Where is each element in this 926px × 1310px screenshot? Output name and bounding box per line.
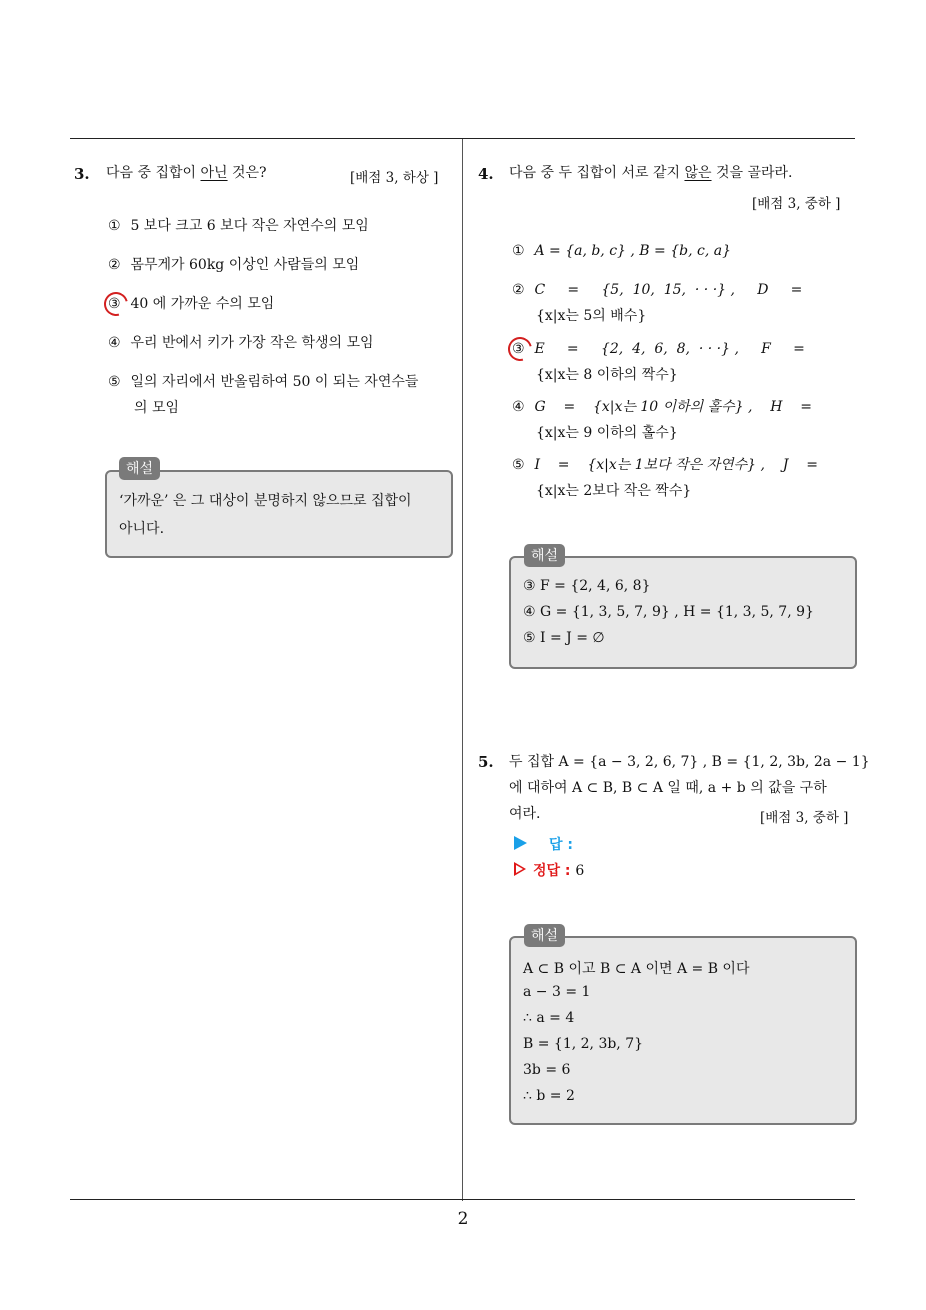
option-4-continued: {x|x는 9 이하의 홀수} <box>536 425 678 441</box>
explanation-line: B = {1, 2, 3b, 7} <box>523 1036 644 1052</box>
explanation-line: ③ F = {2, 4, 6, 8} <box>523 578 651 594</box>
option-4[interactable]: ④ 우리 반에서 키가 가장 작은 학생의 모임 <box>108 335 374 351</box>
explanation-line: a − 3 = 1 <box>523 984 591 1000</box>
score-meta: [배점 3, 중하 ] <box>752 196 841 212</box>
page-number: 2 <box>457 1209 469 1229</box>
option-1[interactable]: ① 5 보다 크고 6 보다 작은 자연수의 모임 <box>108 218 369 234</box>
option-2[interactable]: ② 몸무게가 60kg 이상인 사람들의 모임 <box>108 257 360 273</box>
explanation-box <box>509 556 857 669</box>
explanation-line: ∴ a = 4 <box>523 1010 575 1026</box>
option-2-continued: {x|x는 5의 배수} <box>536 308 647 324</box>
option-1[interactable]: ① A = {a, b, c} , B = {b, c, a} <box>512 243 731 259</box>
option-3-continued: {x|x는 8 이하의 짝수} <box>536 367 678 383</box>
explanation-line: 아니다. <box>119 521 165 537</box>
column-separator <box>462 139 463 1201</box>
question-text: 다음 중 집합이 아닌 것은? <box>106 165 267 181</box>
answer-label[interactable]: 답 : <box>549 837 573 853</box>
option-5[interactable]: ⑤ 일의 자리에서 반올림하여 50 이 되는 자연수들 <box>108 374 419 390</box>
question-text-line: 에 대하여 A ⊂ B, B ⊂ A 일 때, a + b 의 값을 구하 <box>509 780 827 796</box>
explanation-box <box>509 936 857 1125</box>
explanation-tag: 해설 <box>524 924 565 947</box>
solution-value: 6 <box>575 863 585 879</box>
score-meta: [배점 3, 하상 ] <box>350 170 439 186</box>
option-3[interactable]: ③ E = {2, 4, 6, 8, · · ·} , F = <box>512 341 805 357</box>
explanation-line: ‘가까운’ 은 그 대상이 분명하지 않으므로 집합이 <box>119 493 412 509</box>
explanation-box <box>105 470 453 558</box>
question-number: 5. <box>478 753 494 771</box>
solution-label: 정답 : 6 <box>533 863 585 879</box>
solution-arrow-icon <box>514 862 526 876</box>
question-number: 4. <box>478 165 494 183</box>
question-text-line: 여라. <box>509 806 541 822</box>
option-5-continued: 의 모임 <box>134 400 180 416</box>
score-meta: [배점 3, 중하 ] <box>760 810 849 826</box>
option-3[interactable]: ③ 40 에 가까운 수의 모임 <box>108 296 275 312</box>
explanation-line: ∴ b = 2 <box>523 1088 575 1104</box>
question-number: 3. <box>74 165 90 183</box>
option-2[interactable]: ② C = {5, 10, 15, · · ·} , D = <box>512 282 803 298</box>
question-text-line: 두 집합 A = {a − 3, 2, 6, 7} , B = {1, 2, 3b, 2a − 1} <box>509 754 870 770</box>
explanation-tag: 해설 <box>119 457 160 480</box>
bottom-rule <box>70 1199 855 1200</box>
question-text: 다음 중 두 집합이 서로 같지 않은 것을 골라라. <box>509 165 793 181</box>
option-5-continued: {x|x는 2보다 작은 짝수} <box>536 483 692 499</box>
answer-arrow-icon <box>514 836 527 850</box>
option-5[interactable]: ⑤ I = {x|x는 1보다 작은 자연수} , J = <box>512 457 818 473</box>
option-4[interactable]: ④ G = {x|x는 10 이하의 홀수} , H = <box>512 399 813 415</box>
explanation-line: ⑤ I = J = ∅ <box>523 630 605 646</box>
explanation-line: A ⊂ B 이고 B ⊂ A 이면 A = B 이다 <box>523 961 750 977</box>
explanation-tag: 해설 <box>524 544 565 567</box>
explanation-line: ④ G = {1, 3, 5, 7, 9} , H = {1, 3, 5, 7, 9} <box>523 604 814 620</box>
explanation-line: 3b = 6 <box>523 1062 571 1078</box>
